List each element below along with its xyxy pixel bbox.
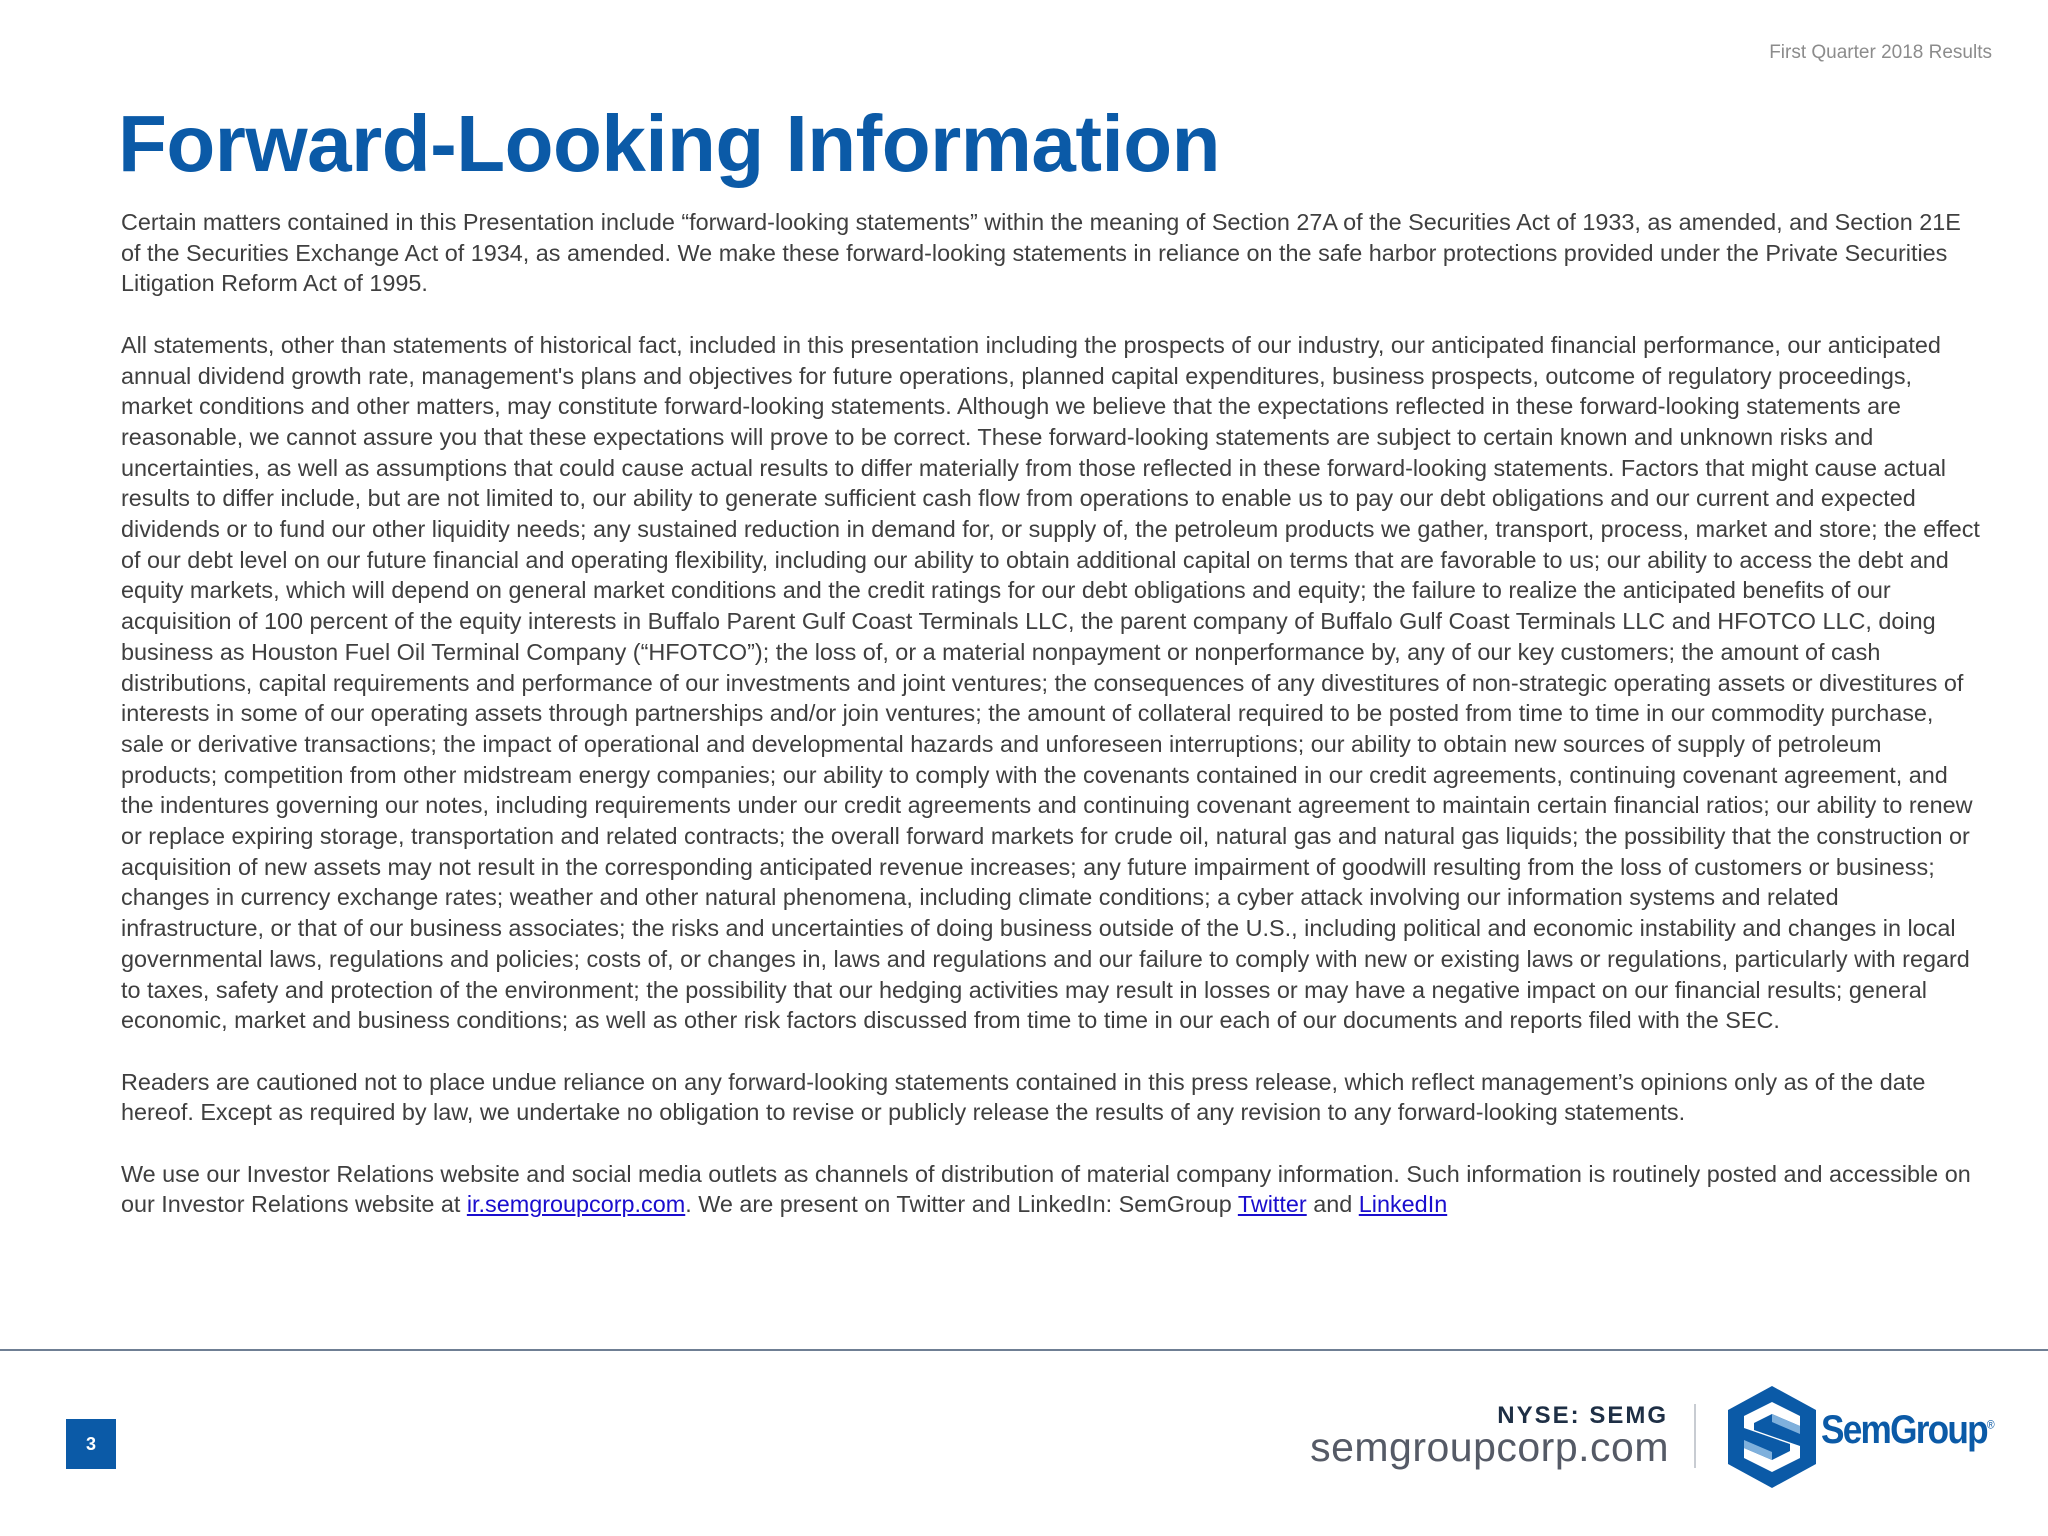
page-title: Forward-Looking Information <box>118 99 1220 188</box>
logo-separator <box>1694 1404 1696 1468</box>
paragraph-caution: Readers are cautioned not to place undue reliance on any forward-looking statements contained in this press release, which reflect management’s opinions only as of the date hereof. Except as required by law, we undertake no obligation to revise or publicly release the results of any revision to any forward-looking statements. <box>121 1068 1926 1126</box>
stock-ticker: NYSE: SEMG <box>1497 1402 1668 1429</box>
twitter-link[interactable]: Twitter <box>1237 1191 1307 1218</box>
semgroup-logo-text: SemGroup® <box>1821 1408 1995 1452</box>
semgroup-logo-icon <box>1724 1384 1820 1490</box>
paragraph-safe-harbor: Certain matters contained in this Presentation include “forward-looking statements” within the meaning of Section 27A of the Securities Act of 1933, as amended, and Section 21E of the Securities Exchange Act of 1934, as amended. We make these forward-looking statements in reliance on the safe harbor protections provided under the Private Securities Litigation Reform Act of 1995. <box>121 209 1961 297</box>
paragraph-risk-factors: All statements, other than statements of historical fact, included in this presentation including the prospects of our industry, our anticipated financial performance, our anticipated annual dividend growth rate, management's plans and objectives for future operations, planned capital expenditures, business prospects, outcome of regulatory proceedings, market conditions and other matters, may constitute forward-looking statements. Although we believe that the expectations reflected in these forward-looking statements are reasonable, we cannot assure you that these expectations will prove to be correct. These forward-looking statements are subject to certain known and unknown risks and uncertainties, as well as assumptions that could cause actual results to differ materially from those reflected in these forward-looking statements. Factors that might cause actual results to differ include, but are not limited to, our ability to generate sufficient cash flow from operations to enable us to pay our debt obligations and our current and expected dividends or to fund our other liquidity needs; any sustained reduction in demand for, or supply of, the petroleum products we gather, transport, process, market and store; the effect of our debt level on our future financial and operating flexibility, including our ability to obtain additional capital on terms that are favorable to us; our ability to access the debt and equity markets, which will depend on general market conditions and the credit ratings for our debt obligations and equity; the failure to realize the anticipated benefits of our acquisition of 100 percent of the equity interests in Buffalo Parent Gulf Coast Terminals LLC, the parent company of Buffalo Gulf Coast Terminals LLC and HFOTCO LLC, doing business as Houston Fuel Oil Terminal Company (“HFOTCO”); the loss of, or a material nonpayment or nonperformance by, any of our key customers; the amount of cash distributions, capital requirements and performance of our investments and joint ventures; the consequences of any divestitures of non-strategic operating assets or divestitures of interests in some of our operating assets through partnerships and/or join ventures; the amount of collateral required to be posted from time to time in our commodity purchase, sale or derivative transactions; the impact of operational and developmental hazards and unforeseen interruptions; our ability to obtain new sources of supply of petroleum products; competition from other midstream energy companies; our ability to comply with the covenants contained in our credit agreements, continuing covenant agreement, and the indentures governing our notes, including requirements under our credit agreements and continuing covenant agreement to maintain certain financial ratios; our ability to renew or replace expiring storage, transportation and related contracts; the overall forward markets for crude oil, natural gas and natural gas liquids; the possibility that the construction or acquisition of new assets may not result in the corresponding anticipated revenue increases; any future impairment of goodwill resulting from the loss of customers or business; changes in currency exchange rates; weather and other natural phenomena, including climate conditions; a cyber attack involving our information systems and related infrastructure, or that of our business associates; the risks and uncertainties of doing business outside of the U.S., including political and economic instability and changes in local governmental laws, regulations and policies; costs of, or changes in, laws and regulations and our failure to comply with new or existing laws or regulations, particularly with regard to taxes, safety and protection of the environment; the possibility that our hedging activities may result in losses or may have a negative impact on our financial results; general economic, market and business conditions; as well as other risk factors discussed from time to time in our each of our documents and reports filed with the SEC. <box>121 331 1980 1034</box>
company-website: semgroupcorp.com <box>1310 1424 1669 1470</box>
disclaimer-body <box>121 207 1981 1251</box>
and-text: and <box>1306 1191 1359 1218</box>
ir-intro-text: We use our Investor Relations website and social media outlets as channels of distribution of material company information. Such information is routinely posted and accessible on our Investor Relations website at <box>121 1160 1971 1218</box>
linkedin-link[interactable]: LinkedIn <box>1358 1191 1448 1218</box>
ir-website-link[interactable]: ir.semgroupcorp.com <box>466 1191 686 1218</box>
social-intro-text: . We are present on Twitter and LinkedIn: SemGroup <box>685 1191 1238 1218</box>
semgroup-logo <box>1724 1384 2004 1490</box>
page-number: 3 <box>66 1419 116 1469</box>
header-label: First Quarter 2018 Results <box>1769 42 1992 63</box>
paragraph-investor-relations <box>121 1159 1981 1220</box>
footer-divider <box>0 1349 2048 1351</box>
